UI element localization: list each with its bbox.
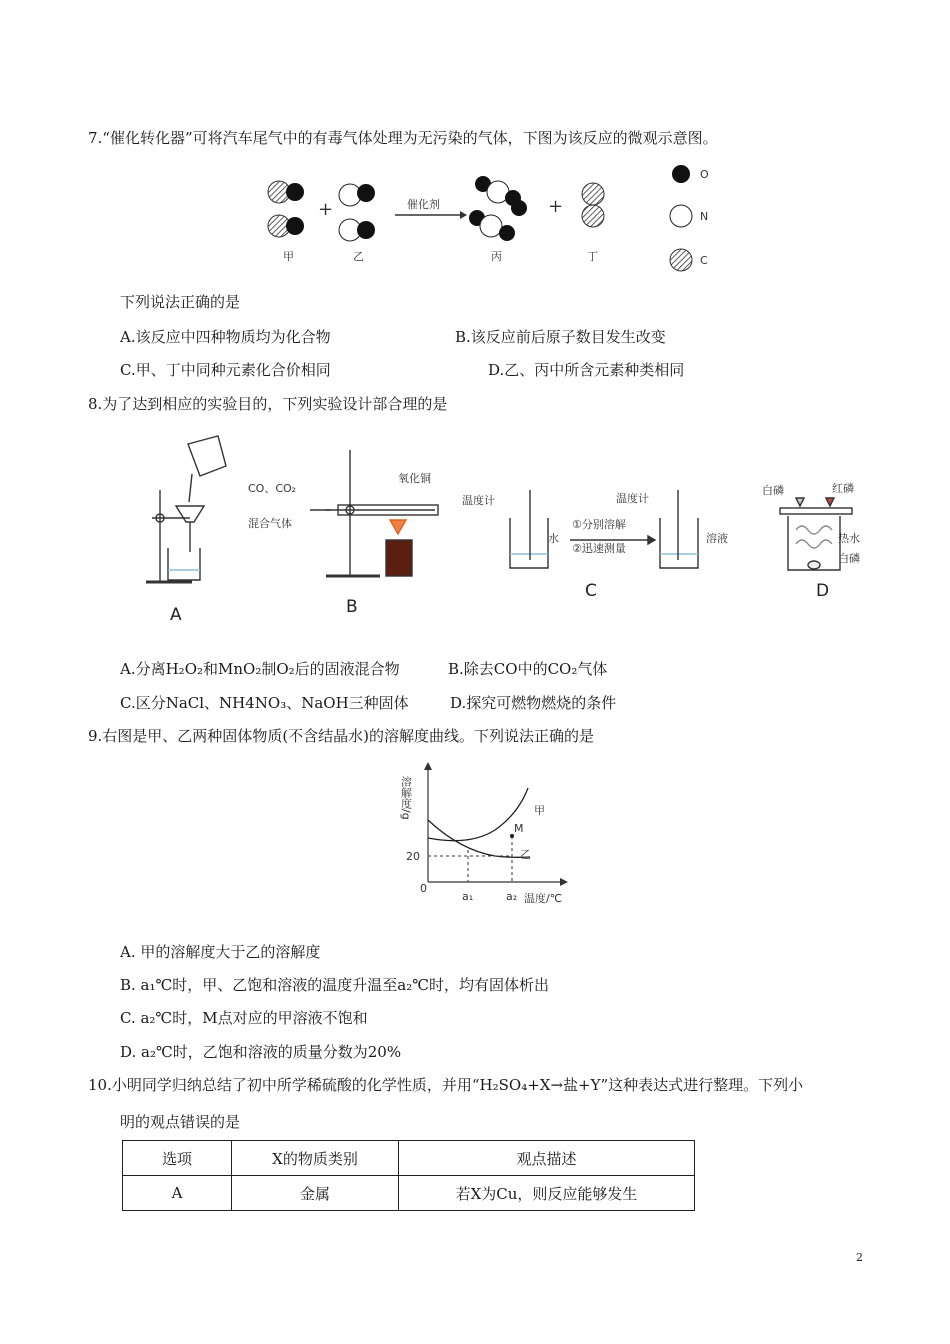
q7-option-d: D.乙、丙中所含元素种类相同 [488,361,685,379]
b-reagent-label: 氧化铜 [398,472,431,485]
curve-yi-label: 乙 [520,848,531,861]
c-step1-label: ①分别溶解 [572,518,626,531]
point-m-label: M [514,822,524,835]
d-red-label: 红磷 [832,482,854,495]
svg-text:+: + [548,196,564,217]
svg-text:+: + [318,199,334,220]
table-row [123,1176,695,1211]
q9-solubility-graph [400,760,600,910]
table-header-description: 观点描述 [399,1141,695,1176]
atom-legend [670,165,709,271]
svg-text:C: C [700,254,708,267]
label-yi: 乙 [353,250,364,263]
q8-option-c: C.区分NaCl、NH4NO₃、NaOH三种固体 [120,694,409,712]
label-jia: 甲 [283,250,294,263]
catalyst-label: 催化剂 [407,198,440,211]
c-thermo1-label: 温度计 [462,494,495,507]
q9-option-c: C. a₂℃时，M点对应的甲溶液不饱和 [120,1009,368,1027]
table-cell: 若X为Cu，则反应能够发生 [399,1176,695,1211]
table-cell: 金属 [232,1176,399,1211]
b-mix-label: 混合气体 [248,517,292,530]
table-header-option: 选项 [123,1141,232,1176]
reactant-jia-molecules [268,181,304,237]
label-c: C [585,581,597,601]
apparatus-b-reduction [310,450,438,576]
graph-y-tick: 20 [406,850,420,863]
label-ding: 丁 [587,250,598,263]
q8-experiment-figure [140,430,900,630]
q7-option-b: B.该反应前后原子数目发生改变 [455,328,666,346]
q8-option-a: A.分离H₂O₂和MnO₂制O₂后的固液混合物 [120,660,400,678]
b-gas-label: CO、CO₂ [248,482,297,495]
q8-stem: 8.为了达到相应的实验目的，下列实验设计部合理的是 [88,395,448,413]
q7-reaction-diagram [255,160,735,280]
graph-ylabel: 溶解度/g [400,776,413,820]
c-solution-label: 溶液 [706,532,728,545]
d-white2-label: 白磷 [838,552,860,565]
q9-option-b: B. a₁℃时，甲、乙饱和溶液的温度升温至a₂℃时，均有固体析出 [120,976,550,994]
q9-option-d: D. a₂℃时，乙饱和溶液的质量分数为20% [120,1043,402,1061]
graph-x-tick-a2: a₂ [506,890,518,903]
table-header-row [123,1141,695,1176]
c-step2-label: ②迅速测量 [572,542,626,555]
curve-jia-label: 甲 [534,804,545,817]
product-ding-molecule [582,183,604,227]
apparatus-a-filtration [146,436,226,582]
q7-stem: 7.“催化转化器”可将汽车尾气中的有毒气体处理为无污染的气体，下图为该反应的微观示意图。 [88,129,718,147]
svg-text:N: N [700,210,709,223]
q9-stem: 9.右图是甲、乙两种固体物质(不含结晶水)的溶解度曲线。下列说法正确的是 [88,727,595,745]
graph-xlabel: 温度/℃ [524,892,563,905]
d-hot-label: 热水 [838,532,860,545]
graph-origin: 0 [420,882,427,895]
label-b: B [346,597,358,617]
c-thermo2-label: 温度计 [616,492,649,505]
product-bing-molecules [469,176,527,241]
q7-prompt: 下列说法正确的是 [120,293,241,311]
page-number: 2 [856,1251,863,1264]
graph-x-tick-a1: a₁ [462,890,474,903]
q7-option-c: C.甲、丁中同种元素化合价相同 [120,361,331,379]
q10-table [122,1140,695,1211]
svg-text:O: O [700,168,709,181]
label-d: D [816,581,830,601]
d-white1-label: 白磷 [762,484,784,497]
q8-option-d: D.探究可燃物燃烧的条件 [450,694,617,712]
q10-stem-line2: 明的观点错误的是 [120,1113,241,1131]
label-bing: 丙 [491,250,502,263]
q8-option-b: B.除去CO中的CO₂气体 [448,660,608,678]
q10-stem-line1: 10.小明同学归纳总结了初中所学稀硫酸的化学性质，并用“H₂SO₄+X→盐+Y”这种表达式进行整理。下列小 [88,1076,804,1094]
q7-option-a: A.该反应中四种物质均为化合物 [120,328,331,346]
table-cell: A [123,1176,232,1211]
q9-option-a: A. 甲的溶解度大于乙的溶解度 [120,943,321,961]
table-header-category: X的物质类别 [232,1141,399,1176]
reactant-yi-molecules [339,184,375,241]
c-water-label: 水 [548,532,559,545]
label-a: A [170,605,182,625]
